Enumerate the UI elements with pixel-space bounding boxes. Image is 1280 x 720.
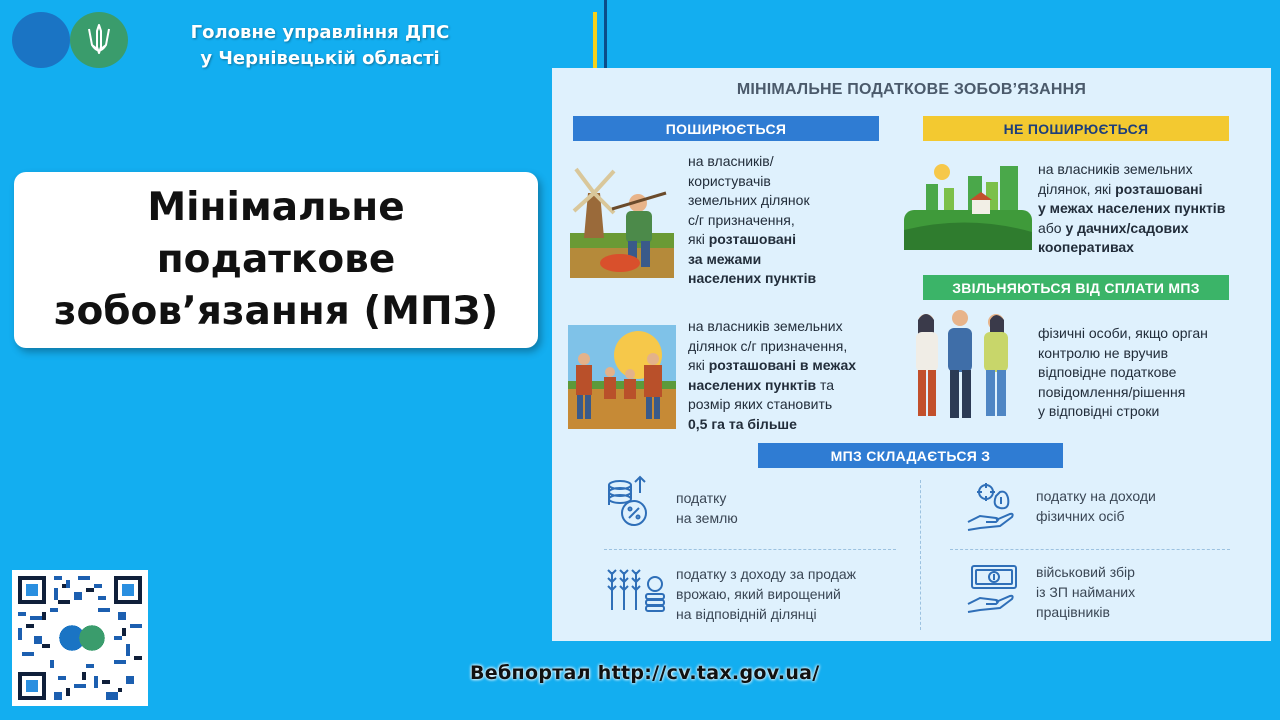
exempt-text: фізичні особи, якщо орган контролю не вручив відповідне податкове повідомлення/рішення у відповідні строки: [1038, 325, 1208, 419]
exempt-header: ЗВІЛЬНЯЮТЬСЯ ВІД СПЛАТИ МПЗ: [923, 275, 1229, 300]
composition-item-harvest-tax: податку з доходу за продаж врожаю, який вирощений на відповідній ділянці: [676, 566, 857, 622]
applies-header: ПОШИРЮЄТЬСЯ: [573, 116, 879, 141]
composition-item-pit: податку на доходи фізичних осіб: [1036, 488, 1156, 524]
settlement-illustration: [904, 158, 1032, 250]
not-applies-text: на власників земельних ділянок, які розташовані у межах населених пунктів або у дачних/садових кооперативах: [1038, 161, 1226, 255]
hand-money-icon: [966, 482, 1022, 539]
main-title: Мінімальне податкове зобов’язання (МПЗ): [53, 185, 499, 334]
qr-code: [12, 570, 148, 706]
composition-divider-right: [950, 549, 1230, 550]
composition-item-land-tax: податку на землю: [676, 490, 738, 526]
org-title-line1: Головне управління ДПС: [190, 22, 450, 43]
composition-item-military-levy: військовий збір із ЗП найманих працівників: [1036, 564, 1136, 620]
farmer-windmill-illustration: [570, 163, 674, 278]
infographic-title: МІНІМАЛЬНЕ ПОДАТКОВЕ ЗОБОВ’ЯЗАННЯ: [736, 81, 1087, 98]
org-title-line2: у Чернівецькій області: [200, 48, 440, 69]
applies-text-1: на власників/ користувачів земельних ділянок с/г призначення, які розташовані за межами населених пунктів: [688, 153, 817, 286]
composition-divider-left: [604, 549, 896, 550]
applies-text-2: на власників земельних ділянок с/г призначення, які розташовані в межах населених пунктів та розмір яких становить 0,5 га та більше: [688, 318, 857, 432]
title-card: [14, 172, 538, 348]
people-illustration: [906, 308, 1018, 426]
composition-divider-vertical: [920, 480, 921, 630]
composition-header: МПЗ СКЛАДАЄТЬСЯ З: [758, 443, 1063, 468]
not-applies-header: НЕ ПОШИРЮЄТЬСЯ: [923, 116, 1229, 141]
farmer-family-illustration: [568, 325, 676, 429]
trident-emblem-icon: [70, 12, 128, 68]
wheat-coins-icon: [604, 564, 666, 617]
tax-service-logo: [12, 12, 70, 68]
infographic-panel: [552, 68, 1271, 641]
coins-percent-icon: [606, 475, 652, 534]
org-title: [170, 20, 470, 72]
banknote-hand-icon: [966, 564, 1022, 621]
webportal-link[interactable]: Вебпортал http://cv.tax.gov.ua/: [470, 662, 820, 684]
